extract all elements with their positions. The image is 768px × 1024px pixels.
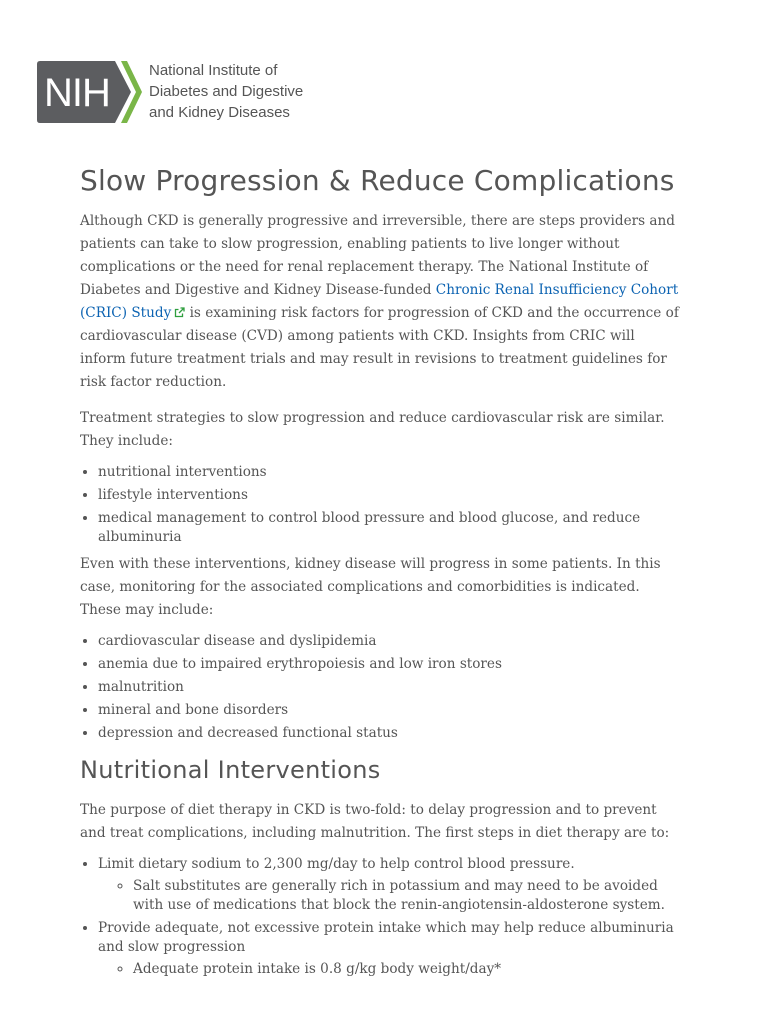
list-item-text: Limit dietary sodium to 2,300 mg/day to help control blood pressure. [98,856,575,872]
main-content [80,158,683,983]
intro-text-end: is examining risk factors for progression of CKD and the occurrence of cardiovascular disease (CVD) among patients with CKD. Insights from CRIC will inform future treatment trials and may result in revisions to treatment guidelines for risk factor reduction. [80,305,679,390]
intro-paragraph [80,210,683,394]
diet-therapy-list [80,855,683,979]
list-item: • medical management to control blood pressure and blood glucose, and reduce albuminuria [98,509,683,547]
treatment-list [80,463,683,547]
sub-list [98,960,683,979]
sub-list-item: ◦ Adequate protein intake is 0.8 g/kg body weight/day* [133,960,683,979]
list-item-text: Provide adequate, not excessive protein intake which may help reduce albuminuria and slow progression [98,920,674,955]
sub-list-item: ◦ Salt substitutes are generally rich in potassium and may need to be avoided with use of medications that block the renin-angiotensin-aldosterone system. [133,877,683,915]
monitoring-intro: Even with these interventions, kidney disease will progress in some patients. In this case, monitoring for the associated complications and comorbidities is indicated. These may include: [80,556,661,618]
external-link-icon [174,307,185,318]
section-heading-nutritional-interventions: Nutritional Interventions [80,756,381,784]
list-item [98,919,683,979]
list-item: • cardiovascular disease and dyslipidemia [98,632,683,651]
cric-study-link-text: Chronic Renal Insufficiency Cohort (CRIC) Study [80,282,679,321]
list-item: • malnutrition [98,678,683,697]
logo-line-3: and Kidney Diseases [149,104,290,121]
logo-organization-name [149,60,303,123]
complications-list [80,632,683,743]
list-item: • anemia due to impaired erythropoiesis and low iron stores [98,655,683,674]
list-item: • nutritional interventions [98,463,683,482]
list-item [98,855,683,915]
intro-text-start: Although CKD is generally progressive and irreversible, there are steps providers and patients can take to slow progression, enabling patients to live longer without complications or the need for renal replacement therapy. The National Institute of Diabetes and Digestive and Kidney Disease-funded [80,213,675,298]
logo-line-1: National Institute of [149,62,278,79]
page-title: Slow Progression & Reduce Complications [80,164,675,197]
list-item: • lifestyle interventions [98,486,683,505]
external-link-icon-arrow [179,308,184,313]
list-item: • mineral and bone disorders [98,701,683,720]
treatment-intro: Treatment strategies to slow progression and reduce cardiovascular risk are similar. They include: [80,410,665,449]
nih-logo-wordmark: NIH [44,70,110,115]
list-item: • depression and decreased functional status [98,724,683,743]
sub-list [98,877,683,915]
nih-logo-mark [37,61,142,123]
nih-niddk-logo[interactable] [37,60,303,123]
nutrition-intro: The purpose of diet therapy in CKD is two-fold: to delay progression and to prevent and treat complications, including malnutrition. The first steps in diet therapy are to: [80,802,670,841]
logo-line-2: Diabetes and Digestive [149,83,304,100]
